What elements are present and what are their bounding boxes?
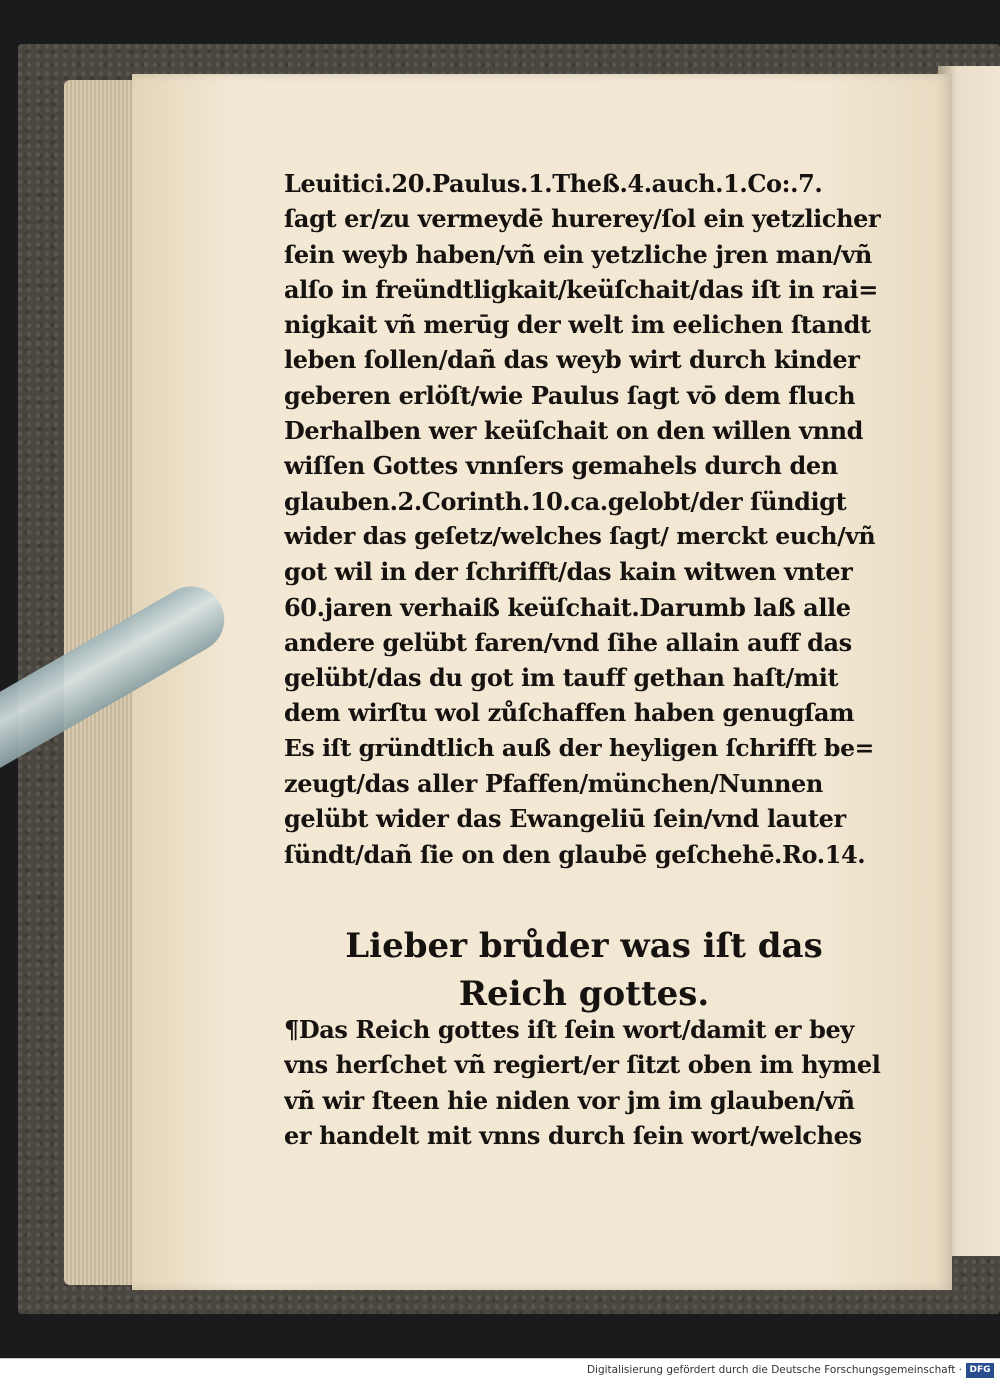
- heading-line: Lieber brůder was iſt das: [345, 926, 823, 966]
- text-line: Leuitici.20.Paulus.1.Theß.4.auch.1.Co:.7.: [284, 169, 823, 198]
- heading-line: Reich gottes.: [458, 974, 710, 1014]
- text-line: vns herſchet vñ regiert/er ſitzt oben im hymel: [284, 1050, 881, 1080]
- text-line: glauben.2.Corinth.10.ca.gelobt/der ſündigt: [284, 486, 847, 516]
- text-line: zeugt/das aller Pfaffen/münchen/Nunnen: [284, 769, 823, 799]
- text-line: er handelt mit vnns durch ſein wort/welches: [284, 1120, 862, 1150]
- text-line: ſündt/dañ ſie on den glaubē geſchehē.Ro.14.: [284, 839, 866, 869]
- text-line: dem wirſtu wol zůſchaffen haben genugſam: [284, 698, 855, 728]
- text-line: got wil in der ſchrifft/das kain witwen vnter: [284, 557, 853, 587]
- text-line: Es iſt gründtlich auß der heyligen ſchrifft be=: [284, 733, 874, 762]
- text-line: ſein weyb haben/vñ ein yetzliche jren man/vñ: [284, 239, 872, 269]
- text-line: wider das geſetz/welches ſagt/ merckt euch/vñ: [284, 521, 876, 550]
- text-line: ſagt er/zu vermeydē hurerey/ſol ein yetzlicher: [284, 204, 881, 234]
- text-line: gelübt wider das Ewangeliū ſein/vnd lauter: [284, 804, 846, 834]
- footer-bar: [0, 1358, 1000, 1383]
- text-line: 60.jaren verhaiß keüſchait.Darumb laß alle: [284, 592, 851, 622]
- text-line: geberen erlöſt/wie Paulus ſagt vō dem fluch: [284, 380, 856, 410]
- text-line: alſo in freündtligkait/keüſchait/das iſt in rai=: [284, 274, 878, 304]
- text-line: gelübt/das du got im tauff gethan haſt/mit: [284, 663, 839, 693]
- text-line: nigkait vñ merūg der welt im eelichen ſtandt: [284, 310, 871, 340]
- dfg-logo: DFG: [966, 1363, 994, 1378]
- text-line: vñ wir ſteen hie niden vor jm im glauben/vñ: [284, 1085, 855, 1115]
- text-line: ¶Das Reich gottes iſt ſein wort/damit er bey: [284, 1015, 854, 1044]
- body-text-continued: [284, 1012, 884, 1153]
- text-line: wiſſen Gottes vnnſers gemahels durch den: [284, 451, 838, 481]
- text-line: andere gelübt faren/vnd ſihe allain auff das: [284, 627, 852, 657]
- section-heading: [284, 922, 884, 1018]
- text-line: leben ſollen/dañ das weyb wirt durch kinder: [284, 345, 860, 375]
- body-text: [284, 166, 884, 872]
- text-line: Derhalben wer keüſchait on den willen vnnd: [284, 416, 864, 446]
- funding-credit: Digitalisierung gefördert durch die Deutsche Forschungsgemeinschaft ·: [586, 1364, 962, 1376]
